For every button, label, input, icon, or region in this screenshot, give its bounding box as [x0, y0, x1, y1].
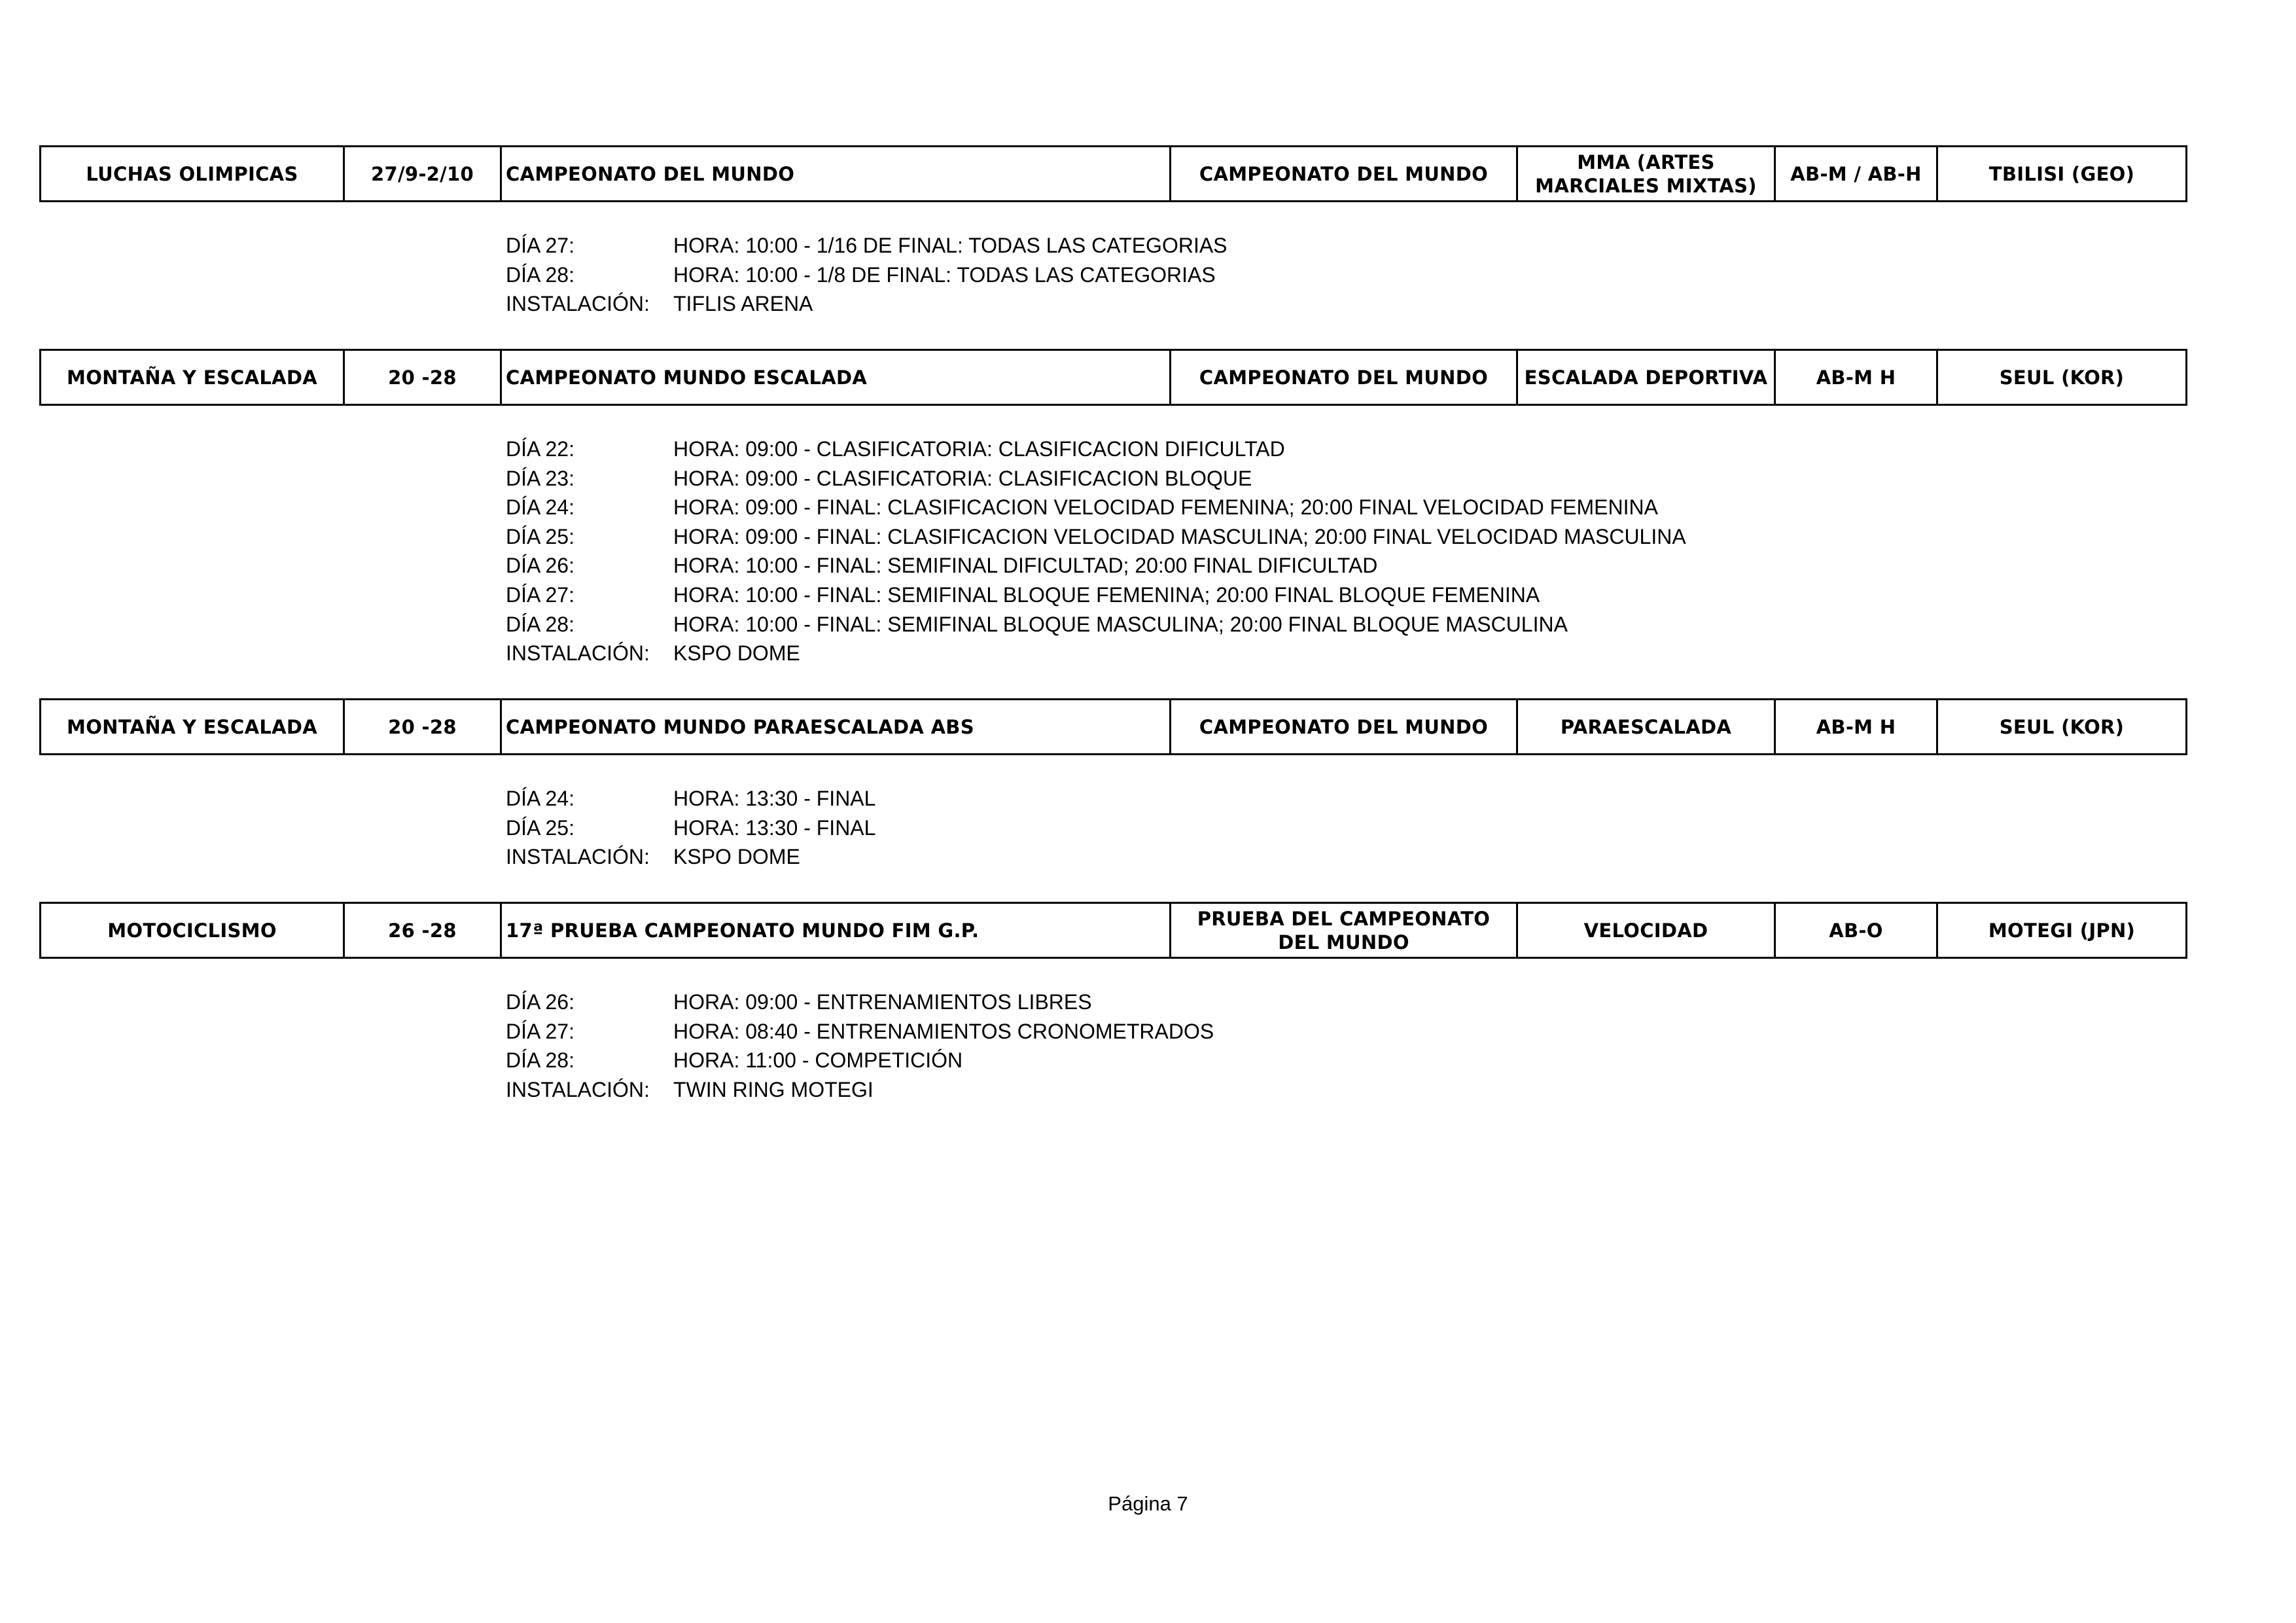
- location-cell: TBILISI (GEO): [1937, 147, 2187, 202]
- detail-text: HORA: 09:00 - FINAL: CLASIFICACION VELOCIDAD MASCULINA; 20:00 FINAL VELOCIDAD MASCULINA: [673, 524, 1686, 548]
- detail-row: [506, 260, 2185, 290]
- detail-text: HORA: 10:00 - 1/8 DE FINAL: TODAS LAS CATEGORIAS: [673, 262, 1216, 287]
- event-block: [39, 349, 2185, 668]
- detail-label: DÍA 25:: [506, 524, 574, 548]
- event-header-table: [39, 698, 2187, 755]
- event-block: [39, 698, 2185, 872]
- event-header-row: [41, 700, 2187, 755]
- event-header-table: [39, 902, 2187, 959]
- category-cell: CAMPEONATO DEL MUNDO: [1171, 147, 1517, 202]
- detail-label: DÍA 24:: [506, 787, 574, 810]
- detail-row: [506, 988, 2185, 1017]
- detail-label: DÍA 28:: [506, 1048, 574, 1073]
- event-header-table: [39, 349, 2187, 406]
- category-cell: PRUEBA DEL CAMPEONATO DEL MUNDO: [1171, 903, 1517, 958]
- detail-label: DÍA 26:: [506, 990, 574, 1014]
- detail-label: INSTALACIÓN:: [506, 641, 650, 666]
- page-number: Página 7: [1108, 1492, 1188, 1515]
- discipline-cell: PARAESCALADA: [1517, 700, 1775, 755]
- detail-row: [506, 522, 2185, 552]
- detail-row: [506, 1046, 2185, 1075]
- detail-row: [506, 464, 2185, 493]
- event-details: [506, 231, 2185, 319]
- detail-text: HORA: 13:30 - FINAL: [673, 815, 876, 840]
- detail-label: DÍA 28:: [506, 612, 574, 636]
- discipline-cell: MMA (ARTES MARCIALES MIXTAS): [1517, 147, 1775, 202]
- category-cell: CAMPEONATO DEL MUNDO: [1171, 700, 1517, 755]
- detail-text: HORA: 08:40 - ENTRENAMIENTOS CRONOMETRADOS: [673, 1019, 1214, 1043]
- detail-label: DÍA 25:: [506, 815, 574, 840]
- detail-text: HORA: 10:00 - FINAL: SEMIFINAL BLOQUE FEMENINA; 20:00 FINAL BLOQUE FEMENINA: [673, 582, 1540, 607]
- event-header-row: [41, 350, 2187, 405]
- dates-cell: 20 -28: [344, 350, 501, 405]
- sport-cell: MONTAÑA Y ESCALADA: [41, 700, 344, 755]
- dates-cell: 26 -28: [344, 903, 501, 958]
- sport-cell: MONTAÑA Y ESCALADA: [41, 350, 344, 405]
- dates-cell: 27/9-2/10: [344, 147, 501, 202]
- sport-cell: MOTOCICLISMO: [41, 903, 344, 958]
- detail-text: HORA: 13:30 - FINAL: [673, 787, 876, 810]
- event-header-row: [41, 147, 2187, 202]
- discipline-cell: ESCALADA DEPORTIVA: [1517, 350, 1775, 405]
- detail-text: HORA: 09:00 - CLASIFICATORIA: CLASIFICACION BLOQUE: [673, 466, 1252, 490]
- detail-label: DÍA 28:: [506, 262, 574, 287]
- detail-row: [506, 580, 2185, 610]
- detail-label: INSTALACIÓN:: [506, 292, 650, 316]
- detail-label: DÍA 27:: [506, 234, 574, 257]
- detail-text: KSPO DOME: [673, 845, 800, 869]
- detail-text: HORA: 10:00 - FINAL: SEMIFINAL DIFICULTAD; 20:00 FINAL DIFICULTAD: [673, 554, 1378, 578]
- detail-text: HORA: 09:00 - FINAL: CLASIFICACION VELOCIDAD FEMENINA; 20:00 FINAL VELOCIDAD FEMENINA: [673, 495, 1658, 520]
- gender-cell: AB-M H: [1775, 700, 1937, 755]
- competition-cell: CAMPEONATO MUNDO PARAESCALADA ABS: [501, 700, 1171, 755]
- sport-cell: LUCHAS OLIMPICAS: [41, 147, 344, 202]
- event-block: [39, 902, 2185, 1104]
- competition-cell: CAMPEONATO MUNDO ESCALADA: [501, 350, 1171, 405]
- detail-label: DÍA 22:: [506, 437, 574, 461]
- detail-row: [506, 639, 2185, 668]
- detail-row: [506, 813, 2185, 843]
- gender-cell: AB-O: [1775, 903, 1937, 958]
- detail-label: INSTALACIÓN:: [506, 1077, 650, 1101]
- event-block: [39, 145, 2185, 319]
- detail-text: HORA: 09:00 - ENTRENAMIENTOS LIBRES: [673, 990, 1092, 1014]
- detail-label: DÍA 26:: [506, 554, 574, 578]
- detail-row: [506, 435, 2185, 464]
- detail-label: DÍA 27:: [506, 582, 574, 607]
- detail-row: [506, 1075, 2185, 1105]
- detail-text: TIFLIS ARENA: [673, 292, 813, 316]
- event-header-row: [41, 903, 2187, 958]
- detail-text: HORA: 11:00 - COMPETICIÓN: [673, 1048, 963, 1073]
- location-cell: MOTEGI (JPN): [1937, 903, 2187, 958]
- event-header-table: [39, 145, 2187, 202]
- detail-row: [506, 784, 2185, 813]
- detail-row: [506, 1017, 2185, 1046]
- competition-cell: CAMPEONATO DEL MUNDO: [501, 147, 1171, 202]
- event-details: [506, 988, 2185, 1104]
- event-details: [506, 784, 2185, 872]
- category-cell: CAMPEONATO DEL MUNDO: [1171, 350, 1517, 405]
- detail-text: HORA: 10:00 - 1/16 DE FINAL: TODAS LAS CATEGORIAS: [673, 234, 1227, 257]
- event-details: [506, 435, 2185, 668]
- detail-row: [506, 231, 2185, 260]
- discipline-cell: VELOCIDAD: [1517, 903, 1775, 958]
- gender-cell: AB-M H: [1775, 350, 1937, 405]
- location-cell: SEUL (KOR): [1937, 350, 2187, 405]
- detail-label: DÍA 27:: [506, 1019, 574, 1043]
- detail-row: [506, 610, 2185, 639]
- location-cell: SEUL (KOR): [1937, 700, 2187, 755]
- detail-row: [506, 551, 2185, 580]
- dates-cell: 20 -28: [344, 700, 501, 755]
- detail-text: KSPO DOME: [673, 641, 800, 666]
- detail-row: [506, 493, 2185, 522]
- gender-cell: AB-M / AB-H: [1775, 147, 1937, 202]
- detail-row: [506, 842, 2185, 872]
- detail-text: HORA: 10:00 - FINAL: SEMIFINAL BLOQUE MASCULINA; 20:00 FINAL BLOQUE MASCULINA: [673, 612, 1568, 636]
- competition-cell: 17ª PRUEBA CAMPEONATO MUNDO FIM G.P.: [501, 903, 1171, 958]
- detail-label: DÍA 24:: [506, 495, 574, 520]
- detail-row: [506, 289, 2185, 319]
- detail-text: TWIN RING MOTEGI: [673, 1077, 874, 1101]
- detail-label: DÍA 23:: [506, 466, 574, 490]
- detail-text: HORA: 09:00 - CLASIFICATORIA: CLASIFICACION DIFICULTAD: [673, 437, 1285, 461]
- detail-label: INSTALACIÓN:: [506, 845, 650, 869]
